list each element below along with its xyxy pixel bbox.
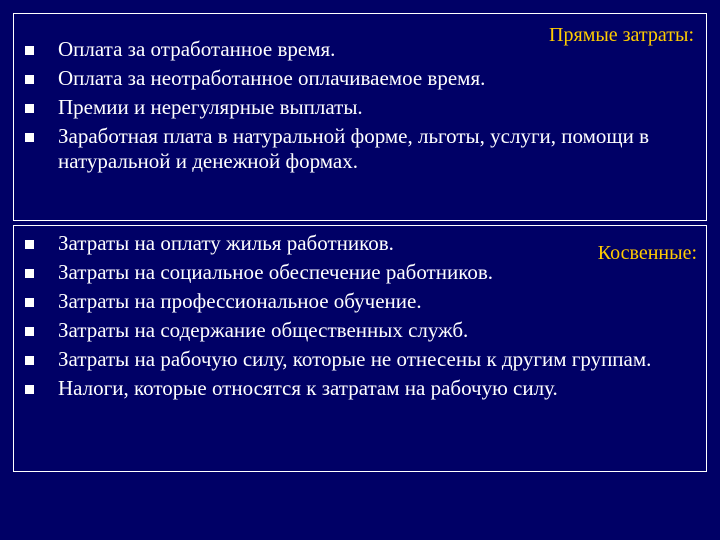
list-item-text: Затраты на социальное обеспечение работников. (58, 260, 494, 284)
square-bullet-icon (25, 46, 34, 55)
square-bullet-icon (25, 75, 34, 84)
list-item (14, 66, 706, 91)
square-bullet-icon (25, 385, 34, 394)
list-item (14, 347, 706, 372)
list-item (14, 95, 706, 120)
list-item-text: Затраты на рабочую силу, которые не отнесены к другим группам. (58, 347, 652, 371)
list-item-text: Налоги, которые относятся к затратам на рабочую силу. (58, 376, 558, 400)
list-item (14, 376, 706, 401)
square-bullet-icon (25, 240, 34, 249)
square-bullet-icon (25, 327, 34, 336)
indirect-costs-heading: Косвенные: (597, 242, 697, 264)
list-item (14, 124, 706, 174)
square-bullet-icon (25, 133, 34, 142)
list-item (14, 318, 706, 343)
direct-costs-list (14, 37, 706, 178)
list-item-text: Оплата за неотработанное оплачиваемое время. (58, 66, 486, 90)
list-item-text: Премии и нерегулярные выплаты. (58, 95, 363, 119)
list-item-text: Затраты на содержание общественных служб. (58, 318, 469, 342)
list-item-text: Оплата за отработанное время. (58, 37, 336, 61)
list-item-text: Заработная плата в натуральной форме, льготы, услуги, помощи в натуральной и денежной формах. (58, 124, 649, 173)
square-bullet-icon (25, 269, 34, 278)
indirect-costs-section (13, 225, 707, 472)
list-item (14, 289, 706, 314)
square-bullet-icon (25, 298, 34, 307)
direct-costs-heading: Прямые затраты: (549, 24, 694, 46)
direct-costs-section (13, 13, 707, 221)
square-bullet-icon (25, 104, 34, 113)
list-item-text: Затраты на оплату жилья работников. (58, 231, 394, 255)
square-bullet-icon (25, 356, 34, 365)
list-item-text: Затраты на профессиональное обучение. (58, 289, 422, 313)
